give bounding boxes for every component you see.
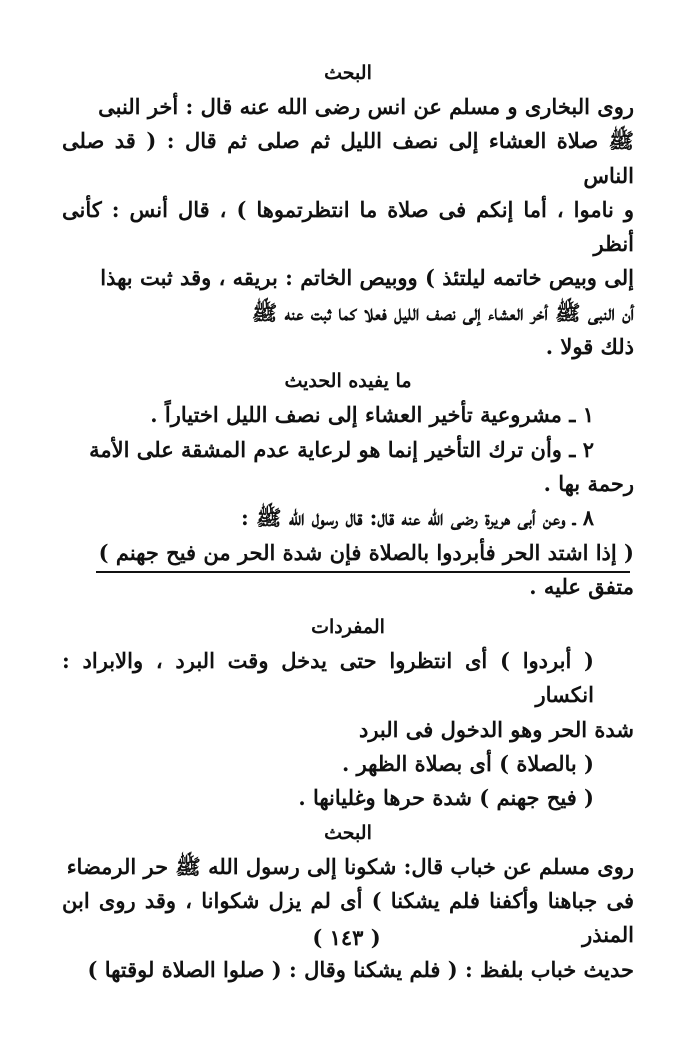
vocabulary-entry: ( فيح جهنم ) شدة حرها وغليانها .: [298, 785, 594, 811]
page-number: ( ١٤٣ ): [312, 925, 381, 950]
vocabulary-entry: ( أبردوا ) أى انتظروا حتى يدخل وقت البرد ، والابراد : انكسار: [62, 648, 594, 708]
vocabulary-entry: ( بالصلاة ) أى بصلاة الظهر .: [341, 751, 594, 777]
text-line: حديث خباب بلفظ : ( فلم يشكنا وقال : ( صلوا الصلاة لوقتها ): [87, 956, 634, 982]
section-heading: ما يفيده الحديث: [284, 370, 412, 393]
text-line: ﷺ صلاة العشاء إلى نصف الليل ثم صلى ثم قال : ( قد صلى الناس: [62, 128, 634, 188]
section-heading: البحث: [324, 62, 372, 84]
benefit-item-continuation: رحمة بها .: [543, 470, 634, 496]
benefit-item: ٢ ـ وأن ترك التأخير إنما هو لرعاية عدم المشقة على الأمة: [89, 436, 594, 462]
vocabulary-continuation: شدة الحر وهو الدخول فى البرد: [358, 716, 634, 742]
section-hadith-benefits: [62, 364, 634, 604]
text-line: فى جباهنا وأكفنا فلم يشكنا ) أى لم يزل شكوانا ، وقد روى ابن المنذر: [62, 887, 634, 948]
text-line: و ناموا ، أما إنكم فى صلاة ما انتظرتموها ) ، قال أنس : كأنى أنظر: [62, 196, 634, 257]
text-line: أن النبى ﷺ أخر العشاء إلى نصف الليل فعلا كما ثبت عنه ﷺ: [251, 299, 634, 325]
hadith-line: متفق عليه .: [529, 573, 634, 599]
footnote-separator-rule: [96, 571, 630, 573]
document-body: [62, 56, 634, 987]
text-line: ذلك قولا .: [545, 334, 634, 360]
section-vocabulary: [62, 610, 634, 815]
text-line: روى البخارى و مسلم عن انس رضى الله عنه قال : أخر النبى: [98, 94, 634, 119]
section-heading: المفردات: [311, 616, 385, 639]
hadith-line: ( إذا اشتد الحر فأبردوا بالصلاة فإن شدة الحر من فيح جهنم ): [98, 539, 634, 565]
benefit-item: ١ ـ مشروعية تأخير العشاء إلى نصف الليل اختياراً .: [150, 402, 594, 428]
text-line: إلى وبيص خاتمه ليلتئذ ) ووبيص الخاتم : بريقه ، وقد ثبت بهذا: [100, 265, 634, 291]
text-line: روى مسلم عن خباب قال: شكونا إلى رسول الله ﷺ حر الرمضاء: [66, 853, 634, 879]
section-research-2: [62, 816, 634, 987]
hadith-line: ٨ ـ وعن أبى هريرة رضى الله عنه قال: قال رسول الله ﷺ :: [241, 505, 594, 531]
section-heading: البحث: [324, 821, 372, 844]
section-research-1: [62, 56, 634, 364]
